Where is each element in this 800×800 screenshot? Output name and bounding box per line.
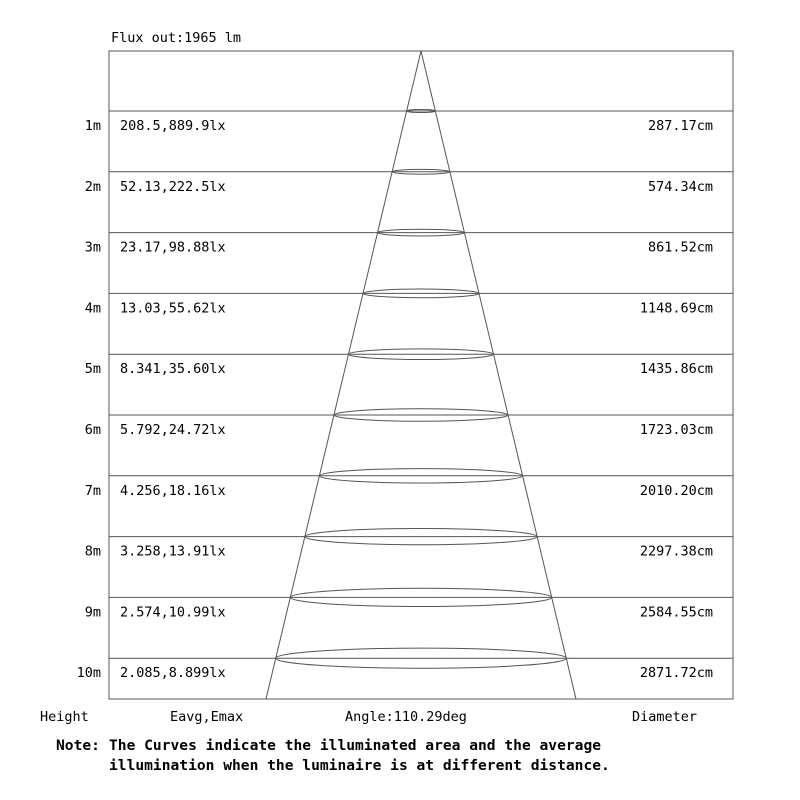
height-column-label: Height [40,709,89,725]
row-height: 5m [84,361,101,378]
row-height: 3m [84,239,101,256]
row-diameter: 2584.55cm [639,604,713,621]
row-diameter: 1723.03cm [639,422,713,438]
row-illuminance: 52.13,222.5lx [120,178,226,195]
illuminance-column-label: Eavg,Emax [170,709,244,725]
row-height: 7m [84,482,101,499]
row-diameter: 287.17cm [647,118,713,134]
beam-cone [266,51,576,699]
row-height: 4m [84,300,101,317]
note-line-2: illumination when the luminaire is at different distance. [109,757,610,774]
flux-out-label: Flux out:1965 lm [111,30,242,46]
row-illuminance: 3.258,13.91lx [120,543,226,560]
row-illuminance: 2.085,8.899lx [120,665,226,682]
row-diameter: 2297.38cm [639,543,713,560]
row-illuminance: 4.256,18.16lx [120,482,226,499]
illuminated-area-curves [276,110,566,669]
row-height: 10m [76,665,101,682]
row-diameter: 2871.72cm [639,665,713,682]
row-height: 1m [84,118,101,134]
row-diameter: 2010.20cm [639,482,713,499]
row-height: 8m [84,543,101,560]
row-illuminance: 8.341,35.60lx [120,361,226,378]
note-prefix: Note: [56,737,100,754]
row-illuminance: 2.574,10.99lx [120,604,226,621]
row-diameter: 574.34cm [647,178,713,195]
row-diameter: 1148.69cm [639,300,713,317]
row-height: 6m [84,422,101,438]
row-diameter: 1435.86cm [639,361,713,378]
note [56,736,776,776]
row-illuminance: 5.792,24.72lx [120,422,226,438]
diameter-column-label: Diameter [632,709,698,725]
beam-angle-label: Angle:110.29deg [345,709,467,725]
beam-edge-left [266,51,421,699]
table-rows [77,118,713,681]
beam-edge-right [421,51,576,699]
row-height: 9m [84,604,101,621]
row-diameter: 861.52cm [647,239,713,256]
row-illuminance: 23.17,98.88lx [120,239,226,256]
note-line-1: The Curves indicate the illuminated area and the average [109,737,602,754]
row-illuminance: 13.03,55.62lx [120,300,226,317]
row-height: 2m [84,178,101,195]
row-illuminance: 208.5,889.9lx [120,118,226,134]
